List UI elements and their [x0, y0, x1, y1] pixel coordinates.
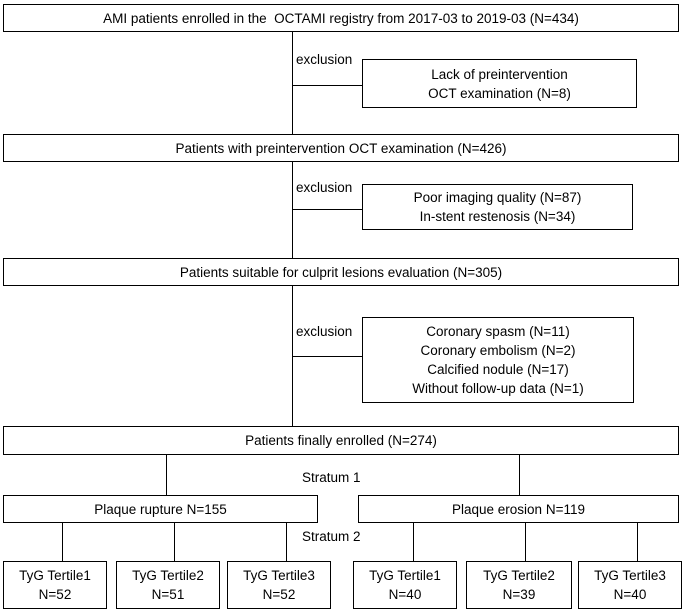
box-exclusion-1-line-2: OCT examination (N=8) — [428, 85, 571, 101]
connector-main-1 — [292, 31, 293, 135]
label-exclusion-1: exclusion — [296, 52, 353, 67]
connector-excl3 — [292, 356, 362, 357]
connector-tertile-3 — [286, 523, 287, 561]
connector-main-2 — [292, 161, 293, 259]
box-exclusion-1 — [362, 59, 637, 108]
tertile-name: TyG Tertile3 — [594, 568, 666, 583]
box-enrolled-text: AMI patients enrolled in the OCTAMI registry from 2017-03 to 2019-03 (N=434) — [103, 10, 579, 26]
box-plaque-rupture-text: Plaque rupture N=155 — [94, 501, 227, 517]
tertile-name: TyG Tertile2 — [483, 568, 555, 583]
tertile-name: TyG Tertile3 — [243, 568, 315, 583]
tertile-count: N=39 — [502, 587, 536, 602]
box-enrolled — [3, 4, 679, 32]
box-erosion-tertile-1 — [353, 561, 457, 609]
label-exclusion-2: exclusion — [296, 180, 353, 195]
tertile-name: TyG Tertile1 — [369, 568, 441, 583]
box-suitable — [3, 258, 679, 286]
box-plaque-erosion-text: Plaque erosion N=119 — [452, 501, 585, 517]
box-preintervention-oct-text: Patients with preintervention OCT examination (N=426) — [175, 140, 507, 156]
box-exclusion-2-line-1: Poor imaging quality (N=87) — [413, 190, 582, 205]
box-preintervention-oct — [3, 134, 679, 162]
box-rupture-tertile-3 — [227, 561, 331, 609]
connector-tertile-1 — [62, 523, 63, 561]
tertile-count: N=51 — [151, 587, 185, 602]
box-rupture-tertile-2 — [116, 561, 220, 609]
tertile-name: TyG Tertile1 — [19, 568, 91, 583]
connector-tertile-4 — [413, 523, 414, 561]
tertile-count: N=40 — [613, 587, 647, 602]
box-exclusion-2-line-2: In-stent restenosis (N=34) — [419, 209, 576, 224]
tertile-count: N=52 — [38, 587, 72, 602]
box-exclusion-3-line-4: Without follow-up data (N=1) — [412, 381, 584, 396]
box-final-text: Patients finally enrolled (N=274) — [245, 433, 437, 448]
connector-tertile-6 — [637, 523, 638, 561]
box-exclusion-3 — [362, 317, 634, 403]
connector-excl1 — [292, 85, 362, 86]
box-erosion-tertile-2 — [466, 561, 572, 609]
label-exclusion-3: exclusion — [296, 324, 353, 339]
box-exclusion-3-line-1: Coronary spasm (N=11) — [426, 324, 570, 339]
connector-stratum1-right — [519, 455, 520, 495]
box-exclusion-3-line-2: Coronary embolism (N=2) — [420, 343, 576, 358]
connector-excl2 — [292, 209, 362, 210]
box-exclusion-1-line-1: Lack of preintervention — [431, 66, 568, 82]
box-rupture-tertile-1 — [3, 561, 107, 609]
tertile-count: N=52 — [262, 587, 296, 602]
box-suitable-text: Patients suitable for culprit lesions evaluation (N=305) — [179, 264, 503, 280]
connector-tertile-2 — [174, 523, 175, 561]
connector-stratum1-left — [166, 455, 167, 495]
tertile-count: N=40 — [388, 587, 422, 602]
box-plaque-rupture — [3, 495, 318, 523]
box-exclusion-2 — [362, 184, 633, 230]
connector-tertile-5 — [525, 523, 526, 561]
tertile-name: TyG Tertile2 — [132, 568, 204, 583]
box-final — [3, 426, 679, 455]
box-exclusion-3-line-3: Calcified nodule (N=17) — [427, 362, 569, 377]
box-plaque-erosion — [358, 495, 679, 523]
label-stratum-2: Stratum 2 — [302, 529, 361, 544]
label-stratum-1: Stratum 1 — [302, 470, 361, 485]
box-erosion-tertile-3 — [578, 561, 682, 609]
